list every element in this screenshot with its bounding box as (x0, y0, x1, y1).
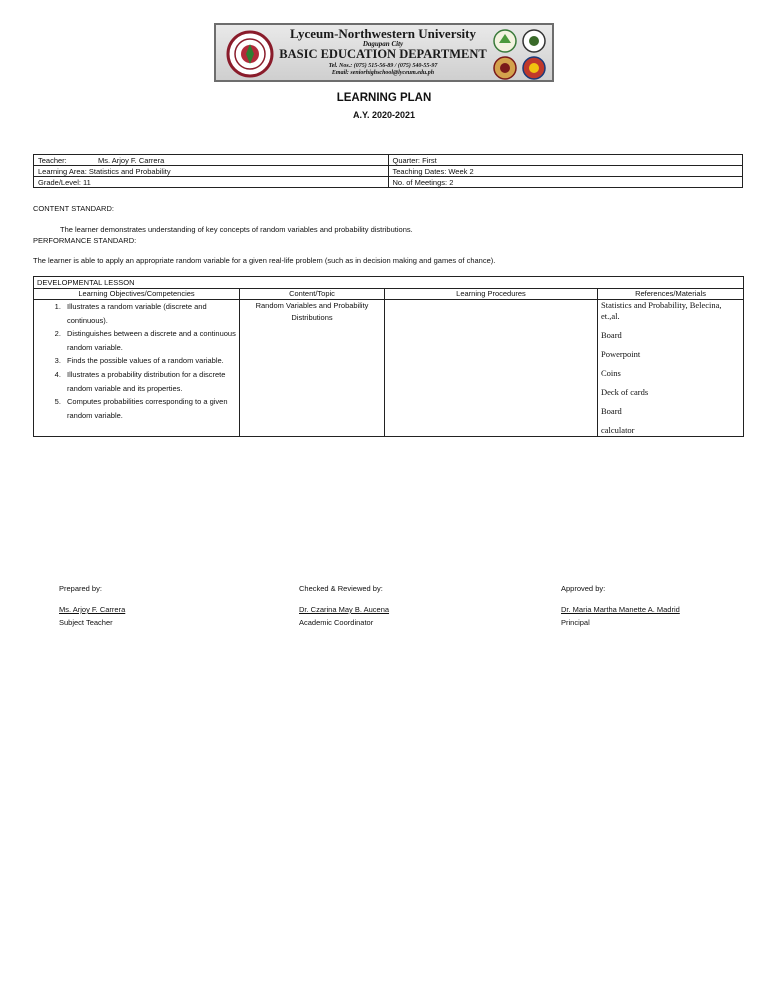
email-address: Email: seniorhighschool@lyceum.edu.ph (331, 70, 435, 76)
content-standard-text: The learner demonstrates understanding of key concepts of random variables and probability distributions. (60, 225, 413, 234)
teaching-dates-cell: Teaching Dates: Week 2 (388, 166, 743, 177)
reference-item: Statistics and Probability, Belecina, et.,al. (601, 300, 722, 321)
prepared-by-label: Prepared by: (59, 584, 102, 593)
prepared-by-block (59, 584, 125, 627)
objective-item: 4. Illustrates a probability distribution for a discrete random variable and its properties. (63, 368, 236, 395)
reference-item: Deck of cards (601, 387, 649, 397)
teacher-name: Ms. Arjoy F. Carrera (98, 155, 165, 165)
ched-seal-icon (521, 55, 547, 81)
objective-item: 3. Finds the possible values of a random variable. (63, 354, 236, 368)
topic-cell: Random Variables and Probability Distributions (240, 300, 385, 437)
column-header-row (34, 289, 744, 300)
developmental-lesson-table (33, 276, 744, 437)
approved-by-name: Dr. Maria Martha Manette A. Madrid (561, 605, 680, 614)
teacher-label: Teacher: (38, 155, 67, 165)
objective-item: 2. Distinguishes between a discrete and a continuous random variable. (63, 327, 236, 354)
grade-level-cell: Grade/Level: 11 (34, 177, 389, 188)
info-row (34, 177, 743, 188)
references-cell (598, 300, 744, 437)
meetings-cell: No. of Meetings: 2 (388, 177, 743, 188)
section-title: DEVELOPMENTAL LESSON (34, 277, 744, 289)
info-row (34, 166, 743, 177)
document-title: LEARNING PLAN (336, 92, 432, 104)
reference-item: Board (601, 330, 622, 340)
reference-item: Board (601, 406, 622, 416)
procedures-cell (385, 300, 598, 437)
quarter-cell: Quarter: First (388, 155, 743, 166)
approved-by-role: Principal (561, 618, 590, 627)
deped-seal-icon (492, 55, 518, 81)
checked-by-label: Checked & Reviewed by: (299, 584, 383, 593)
partner-seal-icon (521, 28, 547, 54)
info-row (34, 155, 743, 166)
column-header: Learning Objectives/Competencies (34, 289, 240, 300)
header-banner (214, 23, 554, 82)
approved-by-block (561, 584, 680, 627)
university-name: Lyceum-Northwestern University (290, 26, 476, 41)
performance-standard-heading: PERFORMANCE STANDARD: (33, 236, 137, 245)
column-header: References/Materials (598, 289, 744, 300)
checked-by-block (299, 584, 389, 627)
performance-standard-text: The learner is able to apply an appropriate random variable for a given real-life problem (such as in decision making and games of chance). (33, 256, 496, 265)
reference-item: calculator (601, 425, 635, 435)
objective-item: 1. Illustrates a random variable (discrete and continuous). (63, 300, 236, 327)
reference-item: Powerpoint (601, 349, 641, 359)
objectives-cell (34, 300, 240, 437)
prepared-by-name: Ms. Arjoy F. Carrera (59, 605, 126, 614)
prepared-by-role: Subject Teacher (59, 618, 113, 627)
university-seal-icon (226, 30, 274, 78)
reference-item: Coins (601, 368, 621, 378)
column-header: Content/Topic (240, 289, 385, 300)
content-standard-heading: CONTENT STANDARD: (33, 204, 114, 213)
accreditation-seal-icon (492, 28, 518, 54)
lesson-row (34, 300, 744, 437)
approved-by-label: Approved by: (561, 584, 606, 593)
learning-area-cell: Learning Area: Statistics and Probability (34, 166, 389, 177)
objective-item: 5. Computes probabilities corresponding to a given random variable. (63, 395, 236, 422)
objectives-list (37, 300, 236, 422)
teacher-cell (34, 155, 389, 166)
info-table (33, 154, 743, 188)
telephone-numbers: Tel. Nos.: (075) 515-56-89 / (075) 540-55-97 (328, 63, 438, 69)
checked-by-role: Academic Coordinator (299, 618, 374, 627)
academic-year: A.Y. 2020-2021 (352, 110, 416, 120)
column-header: Learning Procedures (385, 289, 598, 300)
university-city: Dagupan City (362, 40, 404, 48)
department-name: BASIC EDUCATION DEPARTMENT (279, 47, 487, 61)
checked-by-name: Dr. Czarina May B. Aucena (299, 605, 390, 614)
